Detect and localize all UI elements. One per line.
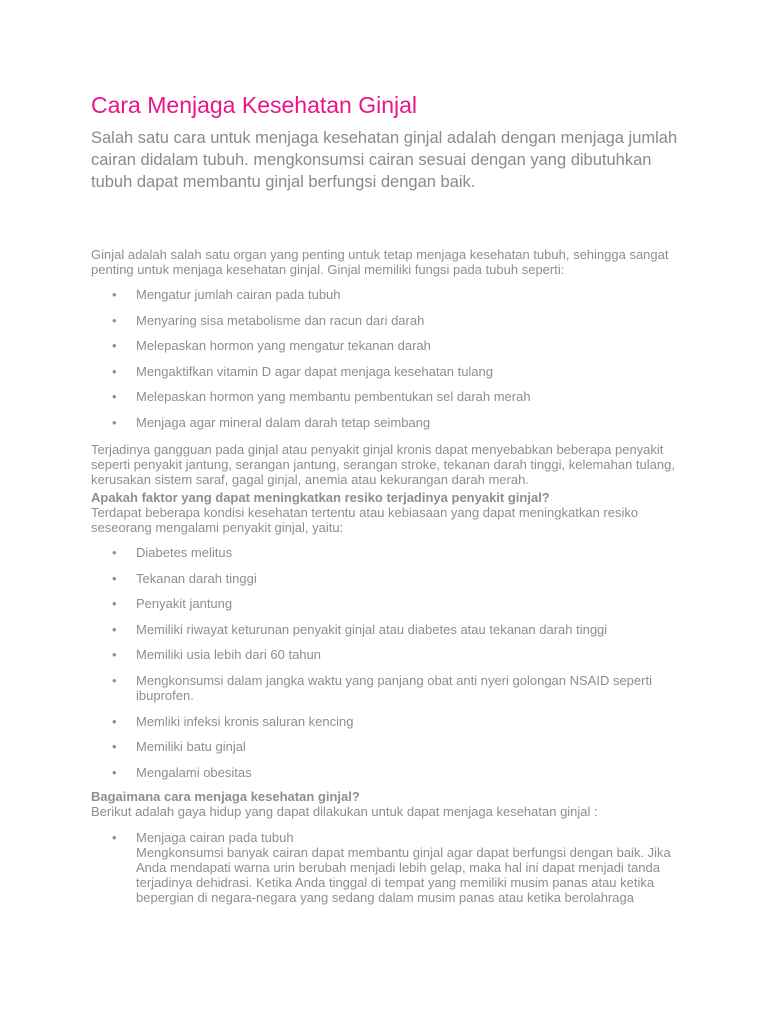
list-item: • Menyaring sisa metabolisme dan racun dari darah [112,312,425,328]
bullet-icon: • [112,621,117,637]
list-item: • Memiliki usia lebih dari 60 tahun [112,647,321,663]
list-item: • Memiliki batu ginjal [112,739,246,755]
care-item-title: Menjaga cairan pada tubuh [136,829,294,845]
lead-paragraph: Salah satu cara untuk menjaga kesehatan ginjal adalah dengan menjaga jumlah cairan didalam tubuh. mengkonsumsi cairan sesuai dengan yang dibutuhkan tubuh dapat membantu ginjal berfungsi dengan baik. [91,129,678,191]
bullet-icon: • [112,338,117,354]
list-item: • Tekanan darah tinggi [112,570,257,586]
risk-factors-list [91,545,691,780]
list-item: • Melepaskan hormon yang mengatur tekanan darah [112,338,431,354]
disorders-paragraph: Terjadinya gangguan pada ginjal atau penyakit ginjal kronis dapat menyebabkan beberapa penyakit seperti penyakit jantung, serangan jantung, serangan stroke, tekanan darah tinggi, kelemahan tulang, kerusakan sistem saraf, gagal ginjal, anemia atau kekurangan darah merah. [91,441,675,487]
bullet-icon: • [112,570,117,586]
bullet-icon: • [112,764,117,780]
bullet-icon: • [112,596,117,612]
bullet-icon: • [112,829,117,845]
bullet-icon: • [112,544,117,560]
bullet-icon: • [112,312,117,328]
care-item-text: Mengkonsumsi banyak cairan dapat membantu ginjal agar dapat berfungsi dengan baik. Jika Anda mendapati warna urin berubah menjadi lebih gelap, maka hal ini dapat menjadi tanda terjadinya dehidrasi. Ketika Anda tinggal di tempat yang memiliki musim panas atau ketika bepergian di negara-negara yang sedang dalam musim panas atau ketika berolahraga [136,844,671,905]
list-item: • Mengkonsumsi dalam jangka waktu yang panjang obat anti nyeri golongan NSAID seperti ibuprofen. [112,672,652,703]
risk-heading: Apakah faktor yang dapat meningkatkan resiko terjadinya penyakit ginjal? [91,489,550,505]
list-item: • Menjaga agar mineral dalam darah tetap seimbang [112,414,431,430]
list-item: • Mengaktifkan vitamin D agar dapat menjaga kesehatan tulang [112,363,493,379]
document-page [91,88,691,905]
bullet-icon: • [112,389,117,405]
kidney-functions-list [91,287,691,430]
risk-intro-paragraph: Terdapat beberapa kondisi kesehatan tertentu atau kebiasaan yang dapat meningkatkan resiko seseorang mengalami penyakit ginjal, yaitu: [91,504,639,535]
bullet-icon: • [112,287,117,302]
list-item: • Mengatur jumlah cairan pada tubuh [112,287,341,302]
list-item: • Memiliki riwayat keturunan penyakit ginjal atau diabetes atau tekanan darah tinggi [112,621,608,637]
intro-paragraph: Ginjal adalah salah satu organ yang penting untuk tetap menjaga kesehatan tubuh, sehingga sangat penting untuk menjaga kesehatan ginjal. Ginjal memiliki fungsi pada tubuh seperti: [91,247,669,277]
bullet-icon: • [112,363,117,379]
care-heading: Bagaimana cara menjaga kesehatan ginjal? [91,788,360,804]
bullet-icon: • [112,414,117,430]
list-item: • Memliki infeksi kronis saluran kencing [112,713,354,729]
page-title: Cara Menjaga Kesehatan Ginjal [91,92,418,118]
bullet-icon: • [112,672,117,688]
list-item [91,830,691,905]
list-item: • Melepaskan hormon yang membantu pembentukan sel darah merah [112,389,531,405]
bullet-icon: • [112,713,117,729]
list-item: • Penyakit jantung [112,596,233,612]
bullet-icon: • [112,739,117,755]
list-item: • Mengalami obesitas [112,764,252,780]
list-item: • Diabetes melitus [112,544,233,560]
care-intro-paragraph: Berikut adalah gaya hidup yang dapat dilakukan untuk dapat menjaga kesehatan ginjal : [91,803,598,819]
bullet-icon: • [112,647,117,663]
care-list [91,830,691,905]
